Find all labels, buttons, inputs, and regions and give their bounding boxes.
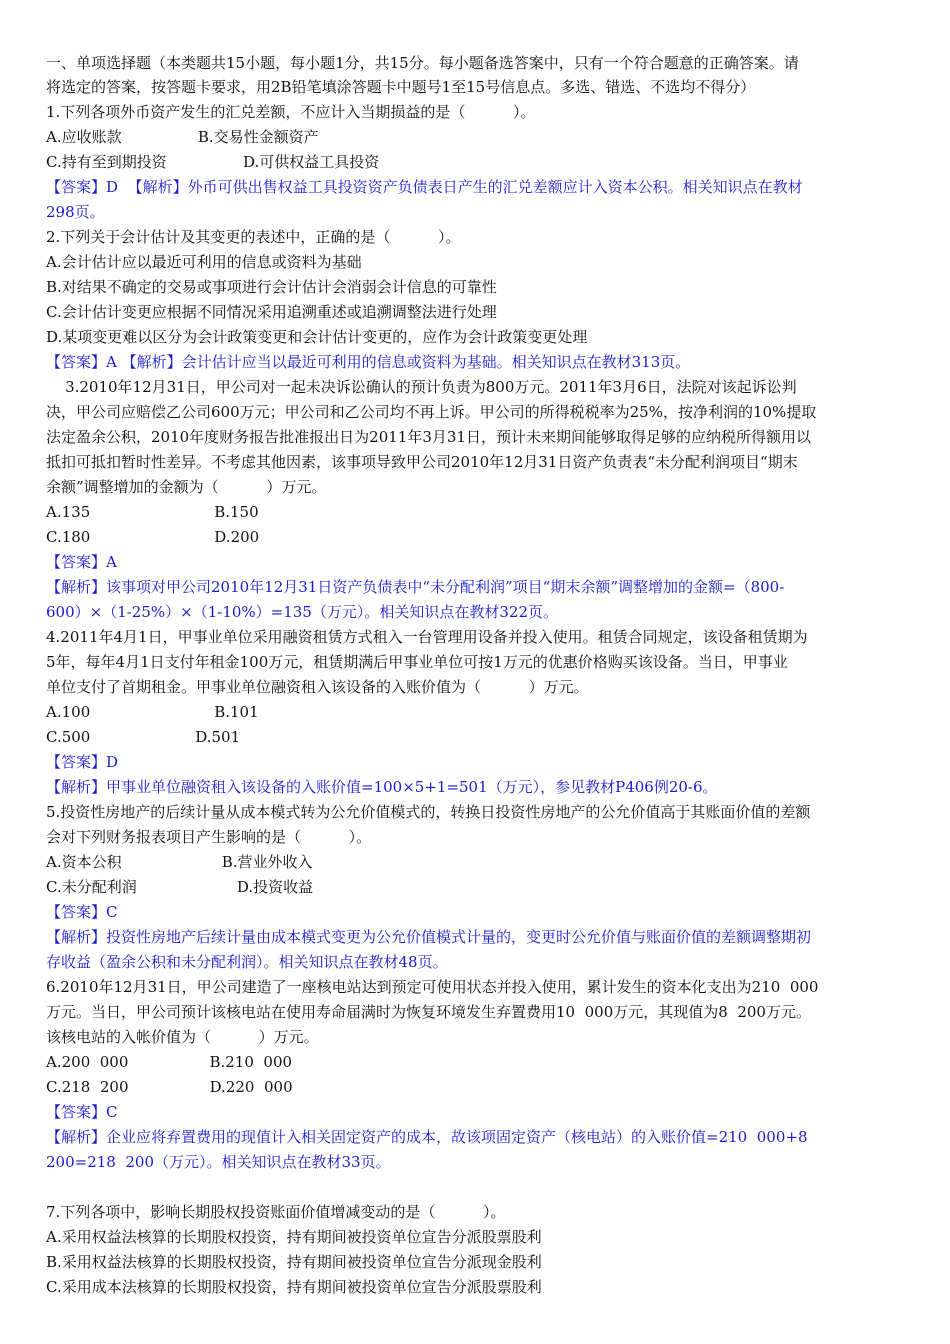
q4-options-ab: A.100 B.101 (46, 703, 259, 721)
q2-stem: 2.下列关于会计估计及其变更的表述中，正确的是（ ）。 (46, 228, 461, 246)
q5-options-ab: A.资本公积 B.营业外收入 (46, 853, 313, 871)
q5-answer: 【答案】C (46, 903, 118, 921)
q5-analysis-line-2: 存收益（盈余公积和未分配利润）。相关知识点在教材48页。 (46, 953, 448, 971)
q7-option-a: A.采用权益法核算的长期股权投资，持有期间被投资单位宣告分派股票股利 (46, 1228, 542, 1246)
q4-stem-line-3: 单位支付了首期租金。甲事业单位融资租入该设备的入账价值为（ ）万元。 (46, 678, 589, 696)
q4-options-cd: C.500 D.501 (46, 728, 241, 746)
q2-answer: 【答案】A 【解析】会计估计应当以最近可利用的信息或资料为基础。相关知识点在教材313页。 (46, 353, 691, 371)
q6-options-ab: A.200 000 B.210 000 (46, 1053, 293, 1071)
section-instructions-line-2: 将选定的答案，按答题卡要求，用2B铅笔填涂答题卡中题号1至15号信息点。多选、错选、不选均不得分） (46, 78, 756, 96)
q1-answer-line-1: 【答案】D 【解析】外币可供出售权益工具投资资产负债表日产生的汇兑差额应计入资本公积。相关知识点在教材 (46, 178, 803, 196)
q3-stem-line-5: 余额”调整增加的金额为（ ）万元。 (46, 478, 327, 496)
q3-answer: 【答案】A (46, 553, 117, 571)
q3-options-cd: C.180 D.200 (46, 528, 260, 546)
q7-option-c: C.采用成本法核算的长期股权投资，持有期间被投资单位宣告分派股票股利 (46, 1278, 542, 1296)
q5-stem-line-2: 会对下列财务报表项目产生影响的是（ ）。 (46, 828, 372, 846)
q1-options-cd: C.持有至到期投资 D.可供权益工具投资 (46, 153, 380, 171)
q1-options-ab: A.应收账款 B.交易性金额资产 (46, 128, 319, 146)
q2-option-a: A.会计估计应以最近可利用的信息或资料为基础 (46, 253, 362, 271)
q1-answer-line-2: 298页。 (46, 203, 105, 221)
q4-answer: 【答案】D (46, 753, 119, 771)
q3-analysis-line-1: 【解析】该事项对甲公司2010年12月31日资产负债表中“未分配利润”项目“期末余额”调整增加的金额=（800- (46, 578, 785, 596)
q3-stem-line-1: 3.2010年12月31日，甲公司对一起未决诉讼确认的预计负责为800万元。2011年3月6日，法院对该起诉讼判 (46, 378, 797, 396)
q6-options-cd: C.218 200 D.220 000 (46, 1078, 293, 1096)
q3-options-ab: A.135 B.150 (46, 503, 259, 521)
q6-stem-line-3: 该核电站的入帐价值为（ ）万元。 (46, 1028, 319, 1046)
q2-option-c: C.会计估计变更应根据不同情况采用追溯重述或追溯调整法进行处理 (46, 303, 497, 321)
q6-answer: 【答案】C (46, 1103, 118, 1121)
q1-stem: 1.下列各项外币资产发生的汇兑差额，不应计入当期损益的是（ ）。 (46, 103, 536, 121)
q4-stem-line-2: 5年，每年4月1日支付年租金100万元，租赁期满后甲事业单位可按1万元的优惠价格购买该设备。当日，甲事业 (46, 653, 788, 671)
q7-stem: 7.下列各项中，影响长期股权投资账面价值增减变动的是（ ）。 (46, 1203, 506, 1221)
section-instructions-line-1: 一、单项选择题（本类题共15小题，每小题1分，共15分。每小题备选答案中，只有一个符合题意的正确答案。请 (46, 54, 799, 72)
q3-stem-line-4: 抵扣可抵扣暂时性差异。不考虑其他因素，该事项导致甲公司2010年12月31日资产负责表“未分配利润项目“期末 (46, 453, 798, 471)
q7-option-b: B.采用权益法核算的长期股权投资，持有期间被投资单位宣告分派现金股利 (46, 1253, 542, 1271)
q5-options-cd: C.未分配利润 D.投资收益 (46, 878, 314, 896)
q5-stem-line-1: 5.投资性房地产的后续计量从成本模式转为公允价值模式的，转换日投资性房地产的公允价值高于其账面价值的差额 (46, 803, 811, 821)
q4-analysis: 【解析】甲事业单位融资租入该设备的入账价值=100×5+1=501（万元），参见教材P406例20-6。 (46, 778, 718, 796)
q4-stem-line-1: 4.2011年4月1日，甲事业单位采用融资租赁方式租入一台管理用设备并投入使用。租赁合同规定，该设备租赁期为 (46, 628, 808, 646)
q6-stem-line-1: 6.2010年12月31日，甲公司建造了一座核电站达到预定可使用状态并投入使用，累计发生的资本化支出为210 000 (46, 978, 819, 996)
q6-stem-line-2: 万元。当日，甲公司预计该核电站在使用寿命届满时为恢复环境发生弃置费用10 000万元，其现值为8 200万元。 (46, 1003, 811, 1021)
q6-analysis-line-1: 【解析】企业应将弃置费用的现值计入相关固定资产的成本，故该项固定资产（核电站）的入账价值=210 000+8 (46, 1128, 808, 1146)
q6-analysis-line-2: 200=218 200（万元）。相关知识点在教材33页。 (46, 1153, 391, 1171)
q5-analysis-line-1: 【解析】投资性房地产后续计量由成本模式变更为公允价值模式计量的，变更时公允价值与账面价值的差额调整期初 (46, 928, 812, 946)
q3-analysis-line-2: 600）×（1-25%）×（1-10%）=135（万元）。相关知识点在教材322页。 (46, 603, 559, 621)
q2-option-d: D.某项变更难以区分为会计政策变更和会计估计变更的，应作为会计政策变更处理 (46, 328, 588, 346)
q2-option-b: B.对结果不确定的交易或事项进行会计估计会消弱会计信息的可靠性 (46, 278, 497, 296)
q3-stem-line-2: 决，甲公司应赔偿乙公司600万元；甲公司和乙公司均不再上诉。甲公司的所得税税率为25%，按净利润的10%提取 (46, 403, 817, 421)
q3-stem-line-3: 法定盈余公积，2010年度财务报告批准报出日为2011年3月31日，预计未来期间能够取得足够的应纳税所得额用以 (46, 428, 811, 446)
